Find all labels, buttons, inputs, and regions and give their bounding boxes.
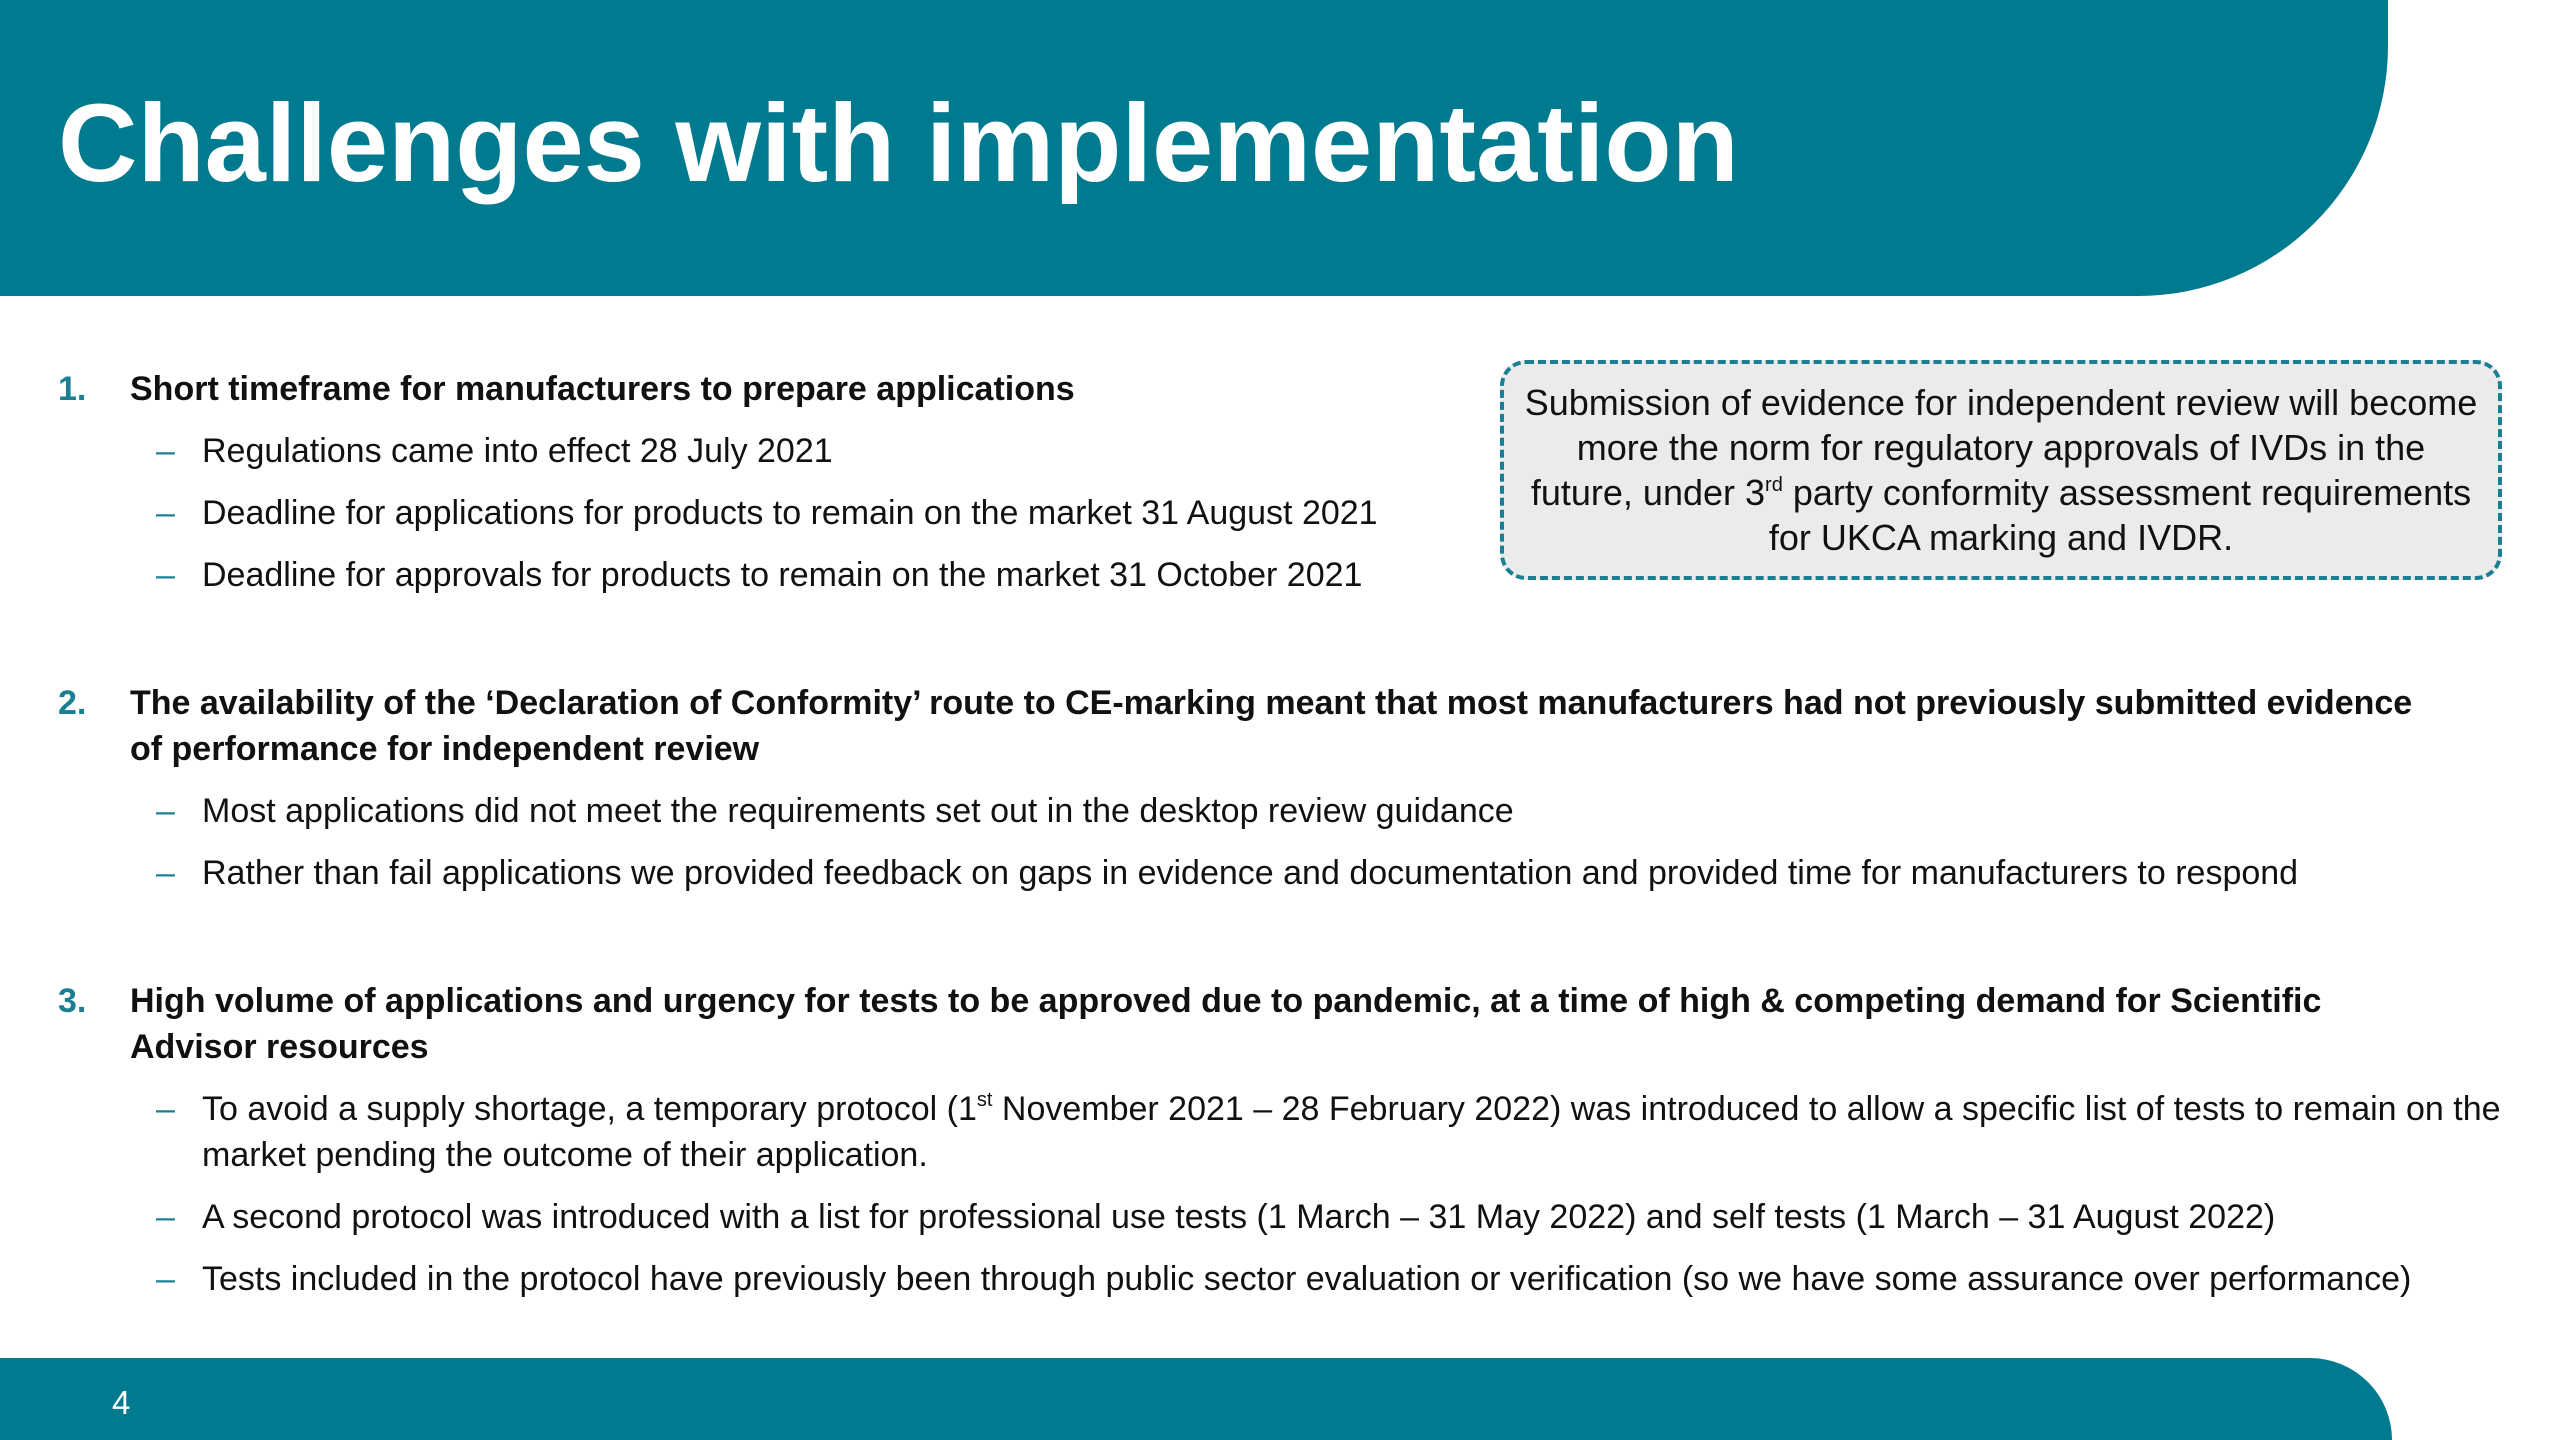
bullet-marker: –	[156, 1198, 175, 1236]
callout-text-start: Submission of evidence for independent review will become more the norm for regulatory approvals of IVDs in the future, under 3	[1524, 382, 2478, 513]
item-3-bullet-1-end: November 2021 – 28 February 2022) was introduced to allow a specific list of tests to remain on the market pending the outcome of their application.	[202, 1090, 2501, 1174]
callout-box	[1500, 360, 2502, 580]
item-1-bullet-1: Regulations came into effect 28 July 2021	[202, 432, 833, 470]
item-1-bullet-3: Deadline for approvals for products to remain on the market 31 October 2021	[202, 556, 1363, 594]
item-2-bullet-1: Most applications did not meet the requirements set out in the desktop review guidance	[202, 792, 1514, 830]
bullet-marker: –	[156, 1260, 175, 1298]
page-number: 4	[112, 1384, 131, 1421]
item-3-bullet-2: A second protocol was introduced with a list for professional use tests (1 March – 31 May 2022) and self tests (1 March – 31 August 2022)	[202, 1198, 2276, 1236]
bullet-marker: –	[156, 432, 175, 470]
item-3-heading: High volume of applications and urgency for tests to be approved due to pandemic, at a time of high & competing demand for Scientific Advisor resources	[130, 982, 2322, 1066]
item-3-bullet-1	[202, 1086, 2502, 1178]
item-3-bullet-1-superscript: st	[976, 1089, 993, 1111]
bullet-marker: –	[156, 854, 175, 892]
item-3-bullet-3: Tests included in the protocol have previously been through public sector evaluation or verification (so we have some assurance over performance)	[202, 1260, 2412, 1298]
item-1-heading: Short timeframe for manufacturers to prepare applications	[130, 370, 1075, 408]
item-3-number: 3.	[58, 982, 87, 1020]
callout-text	[1524, 380, 2478, 560]
bullet-marker: –	[156, 494, 175, 532]
callout-text-end: party conformity assessment requirements for UKCA marking and IVDR.	[1768, 472, 2472, 558]
item-2-heading: The availability of the ‘Declaration of Conformity’ route to CE-marking meant that most manufacturers had not previously submitted evidence of performance for independent review	[130, 684, 2413, 768]
item-2-number: 2.	[58, 684, 87, 722]
bullet-marker: –	[156, 1090, 175, 1128]
bullet-marker: –	[156, 556, 175, 594]
item-1-bullet-2: Deadline for applications for products to remain on the market 31 August 2021	[202, 494, 1378, 532]
item-3-bullet-1-start: To avoid a supply shortage, a temporary protocol (1	[202, 1090, 977, 1128]
footer-band	[0, 1358, 2392, 1440]
bullet-marker: –	[156, 792, 175, 830]
callout-superscript: rd	[1765, 474, 1783, 496]
item-1-number: 1.	[58, 370, 87, 408]
slide-title: Challenges with implementation	[58, 82, 1739, 205]
item-2-bullet-2: Rather than fail applications we provided feedback on gaps in evidence and documentation and provided time for manufacturers to respond	[202, 854, 2299, 892]
